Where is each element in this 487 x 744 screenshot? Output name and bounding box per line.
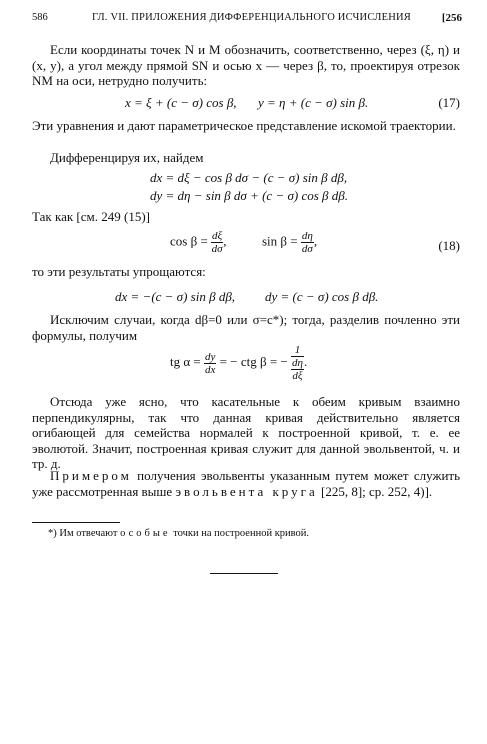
tg-middle: = − ctg β = − — [219, 353, 288, 369]
sin-lhs: sin β = — [262, 233, 298, 249]
cos-lhs: cos β = — [170, 233, 208, 249]
equation-number-18: (18) — [438, 238, 460, 253]
footnote — [48, 528, 468, 539]
equation-18-sin: sin β = $\frac{d\eta}{d\sigma}$ , — [262, 230, 318, 255]
sin-numerator: dη — [301, 230, 313, 242]
tangent-equation — [170, 344, 307, 382]
paragraph-8 — [32, 468, 460, 499]
sin-denominator: dσ — [301, 243, 313, 255]
equation-17-y: y = η + (c − σ) sin β. — [258, 95, 369, 110]
footnote-tail: точки на построенной кривой. — [173, 528, 310, 539]
sin-fraction — [301, 230, 314, 255]
paragraph-1: Если координаты точек N и M обозначить, соответственно, через (ξ, η) и (x, y), а угол между прямой SN и осью x — через β, то, проектируя отрезок NM на оси, нетрудно получить: — [32, 42, 460, 89]
cos-fraction — [211, 230, 223, 255]
footnote-lead: *) Им отвечают — [48, 528, 118, 539]
simplified-dx: dx = −(c − σ) sin β dβ, — [115, 289, 236, 304]
differential-dy: dy = dη − sin β dσ + (c − σ) cos β dβ. — [150, 188, 348, 203]
section-number: [256 — [441, 12, 462, 24]
paragraph-5: то эти результаты упрощаются: — [32, 264, 206, 279]
paragraph-7: Отсюда уже ясно, что касательные к обеим кривым взаимно перпендикулярны, так что данная кривая действительно является огибающей для семейства нормалей к построенной кривой, т. е. ее эволютой. Значит, построенная кривая служит для данной эвольвентой, ч. и тр. д. — [32, 394, 460, 472]
footnote-spaced: особые — [120, 528, 171, 539]
chapter-title: ГЛ. VII. ПРИЛОЖЕНИЯ ДИФФЕРЕНЦИАЛЬНОГО ИСЧИСЛЕНИЯ — [92, 12, 411, 23]
example-ref: [225, 8]; ср. 252, 4)]. — [320, 483, 433, 499]
paragraph-4: Так как [см. 249 (15)] — [32, 209, 150, 224]
reciprocal-denominator — [291, 357, 304, 382]
paragraph-2: Эти уравнения и дают параметрическое представление искомой траектории. — [32, 118, 456, 133]
tg-lhs: tg α = — [170, 353, 201, 369]
running-header — [32, 12, 462, 28]
involute-term: эвольвента круга — [175, 483, 318, 499]
tg-numerator: dy — [205, 350, 216, 363]
reciprocal-numerator: 1 — [291, 344, 304, 357]
nested-fraction — [291, 357, 304, 382]
footnote-rule — [32, 522, 120, 523]
page-number: 586 — [32, 12, 48, 23]
example-lead: Примером — [50, 468, 132, 483]
end-rule — [210, 573, 278, 574]
paragraph-6: Исключим случаи, когда dβ=0 или σ=c*); тогда, разделив почленно эти формулы, получим — [32, 312, 460, 343]
equation-17-x: x = ξ + (c − σ) cos β, — [125, 95, 237, 110]
nested-denominator: dξ — [292, 370, 303, 382]
simplified-dy: dy = (c − σ) cos β dβ. — [265, 289, 379, 304]
equation-18-cos: cos β = $\frac{d\xi}{d\sigma}$ , — [170, 230, 227, 255]
differential-dx: dx = dξ − cos β dσ − (c − σ) sin β dβ, — [150, 170, 348, 185]
nested-numerator: dη — [291, 357, 303, 369]
reciprocal-fraction — [291, 344, 304, 382]
example-text: получения эвольвенты указанным путем может служить уже рассмотренная выше — [32, 468, 461, 499]
cos-numerator: dξ — [212, 230, 223, 242]
paragraph-3: Дифференцируя их, найдем — [50, 150, 204, 165]
tg-end: . — [303, 353, 308, 369]
tg-fraction — [204, 351, 216, 376]
cos-denominator: dσ — [211, 243, 223, 255]
equation-number-17: (17) — [438, 95, 460, 110]
tg-denominator: dx — [205, 363, 216, 376]
